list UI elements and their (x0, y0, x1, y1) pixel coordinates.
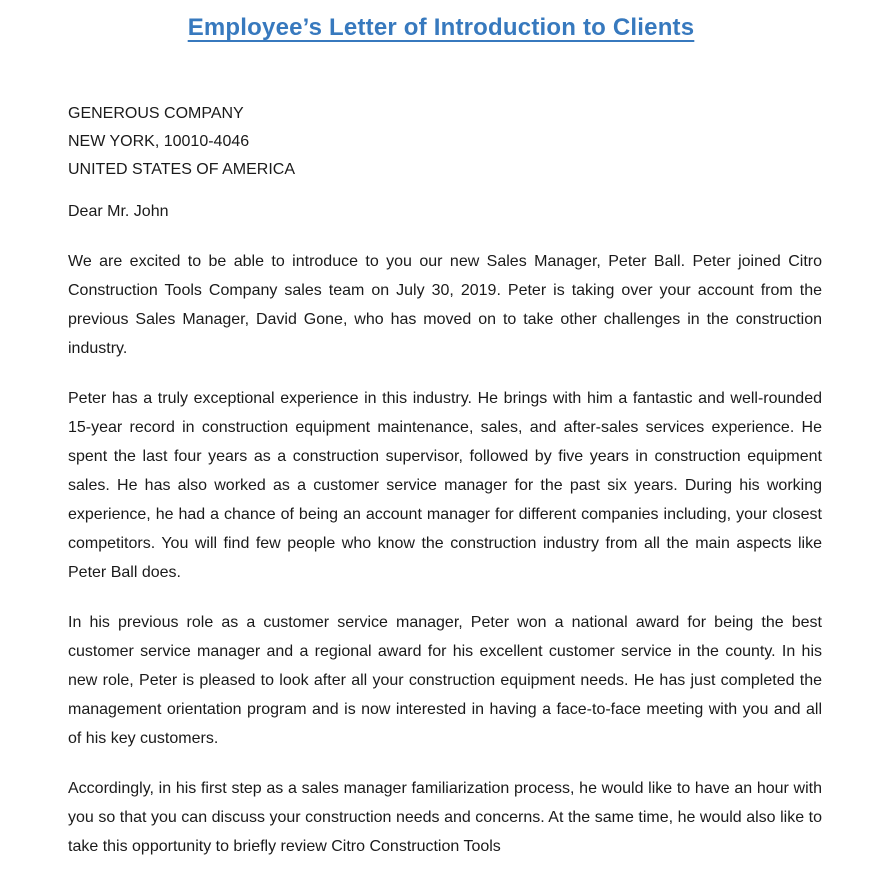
letter-body (68, 100, 822, 861)
page-title (30, 14, 852, 42)
page-title-text: Employee’s Letter of Introduction to Clients (187, 14, 695, 41)
address-line-country: UNITED STATES OF AMERICA (68, 161, 295, 178)
paragraph-intro: We are excited to be able to introduce to you our new Sales Manager, Peter Ball. Peter joined Citro Construction Tools Company sales team on July 30, 2019. Peter is taking over your account from the previous Sales Manager, David Gone, who has moved on to take other challenges in the construction industry. (68, 253, 822, 357)
address-line-city: NEW YORK, 10010-4046 (68, 133, 250, 150)
address-line-company: GENEROUS COMPANY (68, 105, 244, 122)
address-block (68, 100, 822, 184)
salutation: Dear Mr. John (68, 203, 169, 220)
paragraph-experience: Peter has a truly exceptional experience in this industry. He brings with him a fantastic and well-rounded 15-year record in construction equipment maintenance, sales, and after-sales services experience. He spent the last four years as a construction supervisor, followed by five years in construction equipment sales. He has also worked as a customer service manager for the past six years. During his working experience, he had a chance of being an account manager for different companies including, your closest competitors. You will find few people who know the construction industry from all the main aspects like Peter Ball does. (68, 390, 822, 581)
paragraph-awards: In his previous role as a customer service manager, Peter won a national award for being the best customer service manager and a regional award for his excellent customer service in the county. In his new role, Peter is pleased to look after all your construction equipment needs. He has just completed the management orientation program and is now interested in having a face-to-face meeting with you and all of his key customers. (68, 614, 822, 747)
paragraph-meeting-request: Accordingly, in his first step as a sales manager familiarization process, he would like to have an hour with you so that you can discuss your construction needs and concerns. At the same time, he would also like to take this opportunity to briefly review Citro Construction Tools (68, 780, 822, 855)
